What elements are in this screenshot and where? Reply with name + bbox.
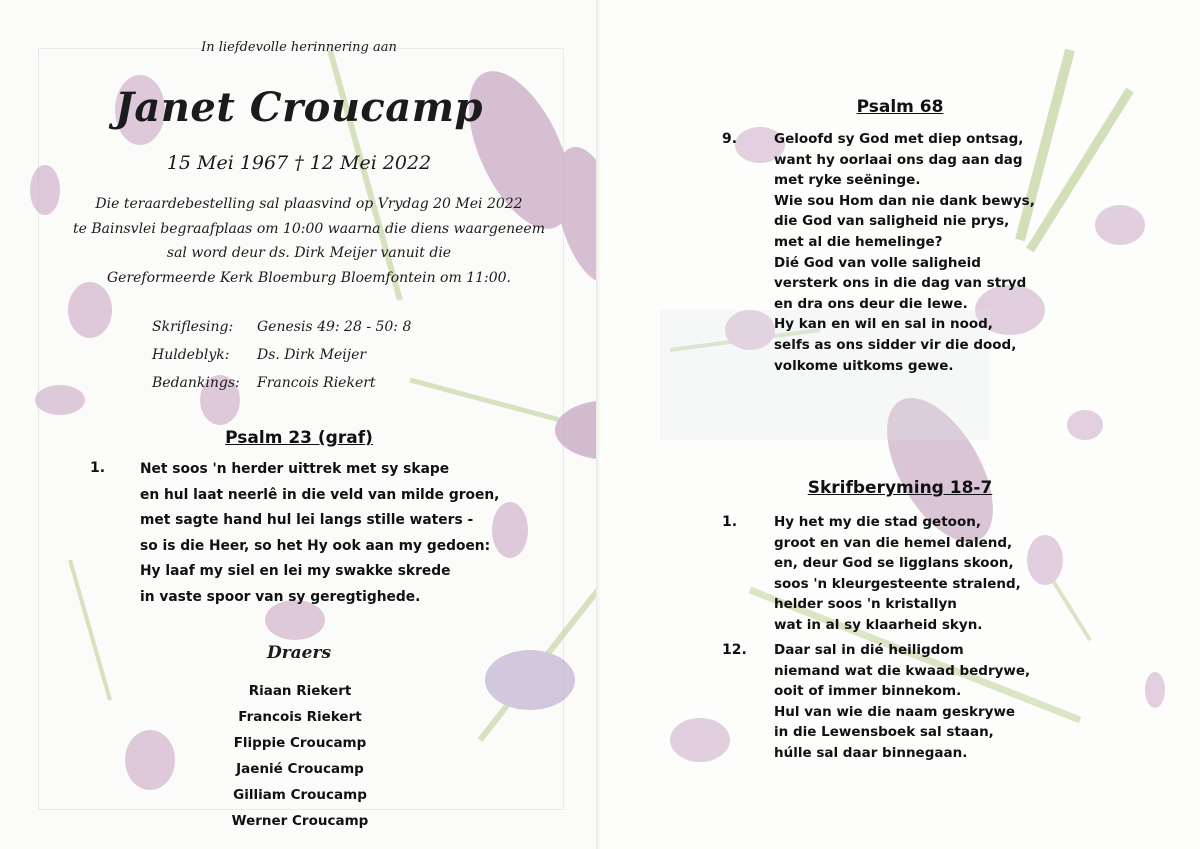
skrifberyming-verse: [774, 512, 1021, 636]
right-page: [600, 0, 1200, 849]
psalm68-title: Psalm 68: [856, 97, 944, 117]
verse-line: met al die hemelinge?: [774, 233, 943, 250]
role-label: Huldeblyk:: [152, 347, 230, 363]
verse-line: Daar sal in dié heiligdom: [774, 642, 964, 658]
role-value: Genesis 49: 28 - 50: 8: [257, 319, 412, 335]
verse-line: wat in al sy klaarheid skyn.: [774, 616, 983, 633]
role-label: Bedankings:: [152, 375, 240, 391]
role-value: Francois Riekert: [257, 375, 376, 391]
verse-line: want hy oorlaai ons dag aan dag: [774, 151, 1023, 168]
verse-line: met sagte hand hul lei langs stille waters -: [140, 512, 474, 528]
deceased-name: Janet Croucamp: [114, 84, 483, 131]
lavender-petal-graphic: [1145, 672, 1165, 708]
verse-line: in die Lewensboek sal staan,: [774, 724, 994, 741]
verse-line: volkome uitkoms gewe.: [774, 357, 954, 374]
role-label: Skriflesing:: [152, 319, 234, 335]
verse-line: ooit of immer binnekom.: [774, 683, 962, 700]
verse-number: 9.: [722, 131, 738, 147]
psalm23-title: Psalm 23 (graf): [225, 428, 373, 448]
draers-title: Draers: [266, 643, 332, 663]
intro-text: In liefdevolle herinnering aan: [201, 40, 397, 55]
pallbearer-name: Francois Riekert: [238, 709, 362, 725]
role-row: [152, 313, 411, 341]
verse-line: Net soos 'n herder uittrek met sy skape: [140, 461, 450, 477]
funeral-notice: [60, 192, 558, 290]
verse-line: Hy het my die stad getoon,: [774, 514, 981, 530]
notice-line: Gereformeerde Kerk Bloemburg Bloemfontein om 11:00.: [106, 269, 511, 286]
verse-number: 12.: [722, 642, 747, 658]
notice-line: te Bainsvlei begraafplaas om 10:00 waarna die diens waargeneem: [73, 220, 545, 237]
verse-line: Hy kan en wil en sal in nood,: [774, 316, 993, 333]
role-row: [152, 341, 411, 369]
lavender-petal-graphic: [670, 718, 730, 762]
verse-line: selfs as ons sidder vir die dood,: [774, 336, 1017, 353]
role-value: Ds. Dirk Meijer: [257, 347, 367, 363]
verse-line: die God van saligheid nie prys,: [774, 213, 1010, 230]
verse-line: húlle sal daar binnegaan.: [774, 744, 968, 761]
verse-line: in vaste spoor van sy geregtighede.: [140, 588, 421, 605]
pallbearer-name: Jaenié Croucamp: [236, 761, 364, 777]
pallbearer-name: Werner Croucamp: [231, 813, 369, 829]
pallbearer-name: Flippie Croucamp: [233, 735, 367, 751]
role-row: [152, 369, 411, 397]
verse-line: met ryke seëninge.: [774, 172, 921, 189]
verse-line: en dra ons deur die lewe.: [774, 295, 968, 312]
verse-line: Hul van wie die naam geskrywe: [774, 703, 1016, 720]
verse-line: Wie sou Hom dan nie dank bewys,: [774, 192, 1035, 209]
verse-line: versterk ons in die dag van stryd: [774, 275, 1027, 292]
life-dates: 15 Mei 1967 † 12 Mei 2022: [166, 152, 432, 174]
skrifberyming-title: Skrifberyming 18-7: [807, 478, 993, 498]
verse-line: groot en van die hemel dalend,: [774, 534, 1013, 551]
lavender-petal-graphic: [1027, 535, 1063, 585]
left-page: [0, 0, 598, 849]
verse-line: Geloofd sy God met diep ontsag,: [774, 131, 1024, 147]
pallbearers-list: [150, 678, 450, 834]
verse-line: en, deur God se ligglans skoon,: [774, 555, 1014, 572]
pallbearer-name: Gilliam Croucamp: [233, 787, 367, 803]
lavender-petal-graphic: [1095, 205, 1145, 245]
pallbearer-name: Riaan Riekert: [248, 683, 352, 699]
verse-line: helder soos 'n kristallyn: [774, 596, 957, 613]
verse-line: Hy laaf my siel en lei my swakke skrede: [140, 563, 451, 579]
verse-line: soos 'n kleurgesteente stralend,: [774, 575, 1021, 592]
skrifberyming-verse: [774, 640, 1030, 764]
psalm23-verse: [140, 457, 499, 610]
verse-line: Dié God van volle saligheid: [774, 254, 981, 271]
verse-line: niemand wat die kwaad bedrywe,: [774, 662, 1031, 679]
verse-line: en hul laat neerlê in die veld van milde groen,: [140, 486, 500, 503]
psalm68-verse: [774, 129, 1035, 376]
verse-number: 1.: [722, 514, 738, 530]
notice-line: sal word deur ds. Dirk Meijer vanuit die: [166, 245, 452, 261]
lavender-petal-graphic: [1067, 410, 1103, 440]
verse-number: 1.: [90, 460, 106, 476]
notice-line: Die teraardebestelling sal plaasvind op Vrydag 20 Mei 2022: [95, 196, 523, 212]
verse-line: so is die Heer, so het Hy ook aan my gedoen:: [140, 537, 491, 554]
service-roles: [152, 313, 411, 397]
